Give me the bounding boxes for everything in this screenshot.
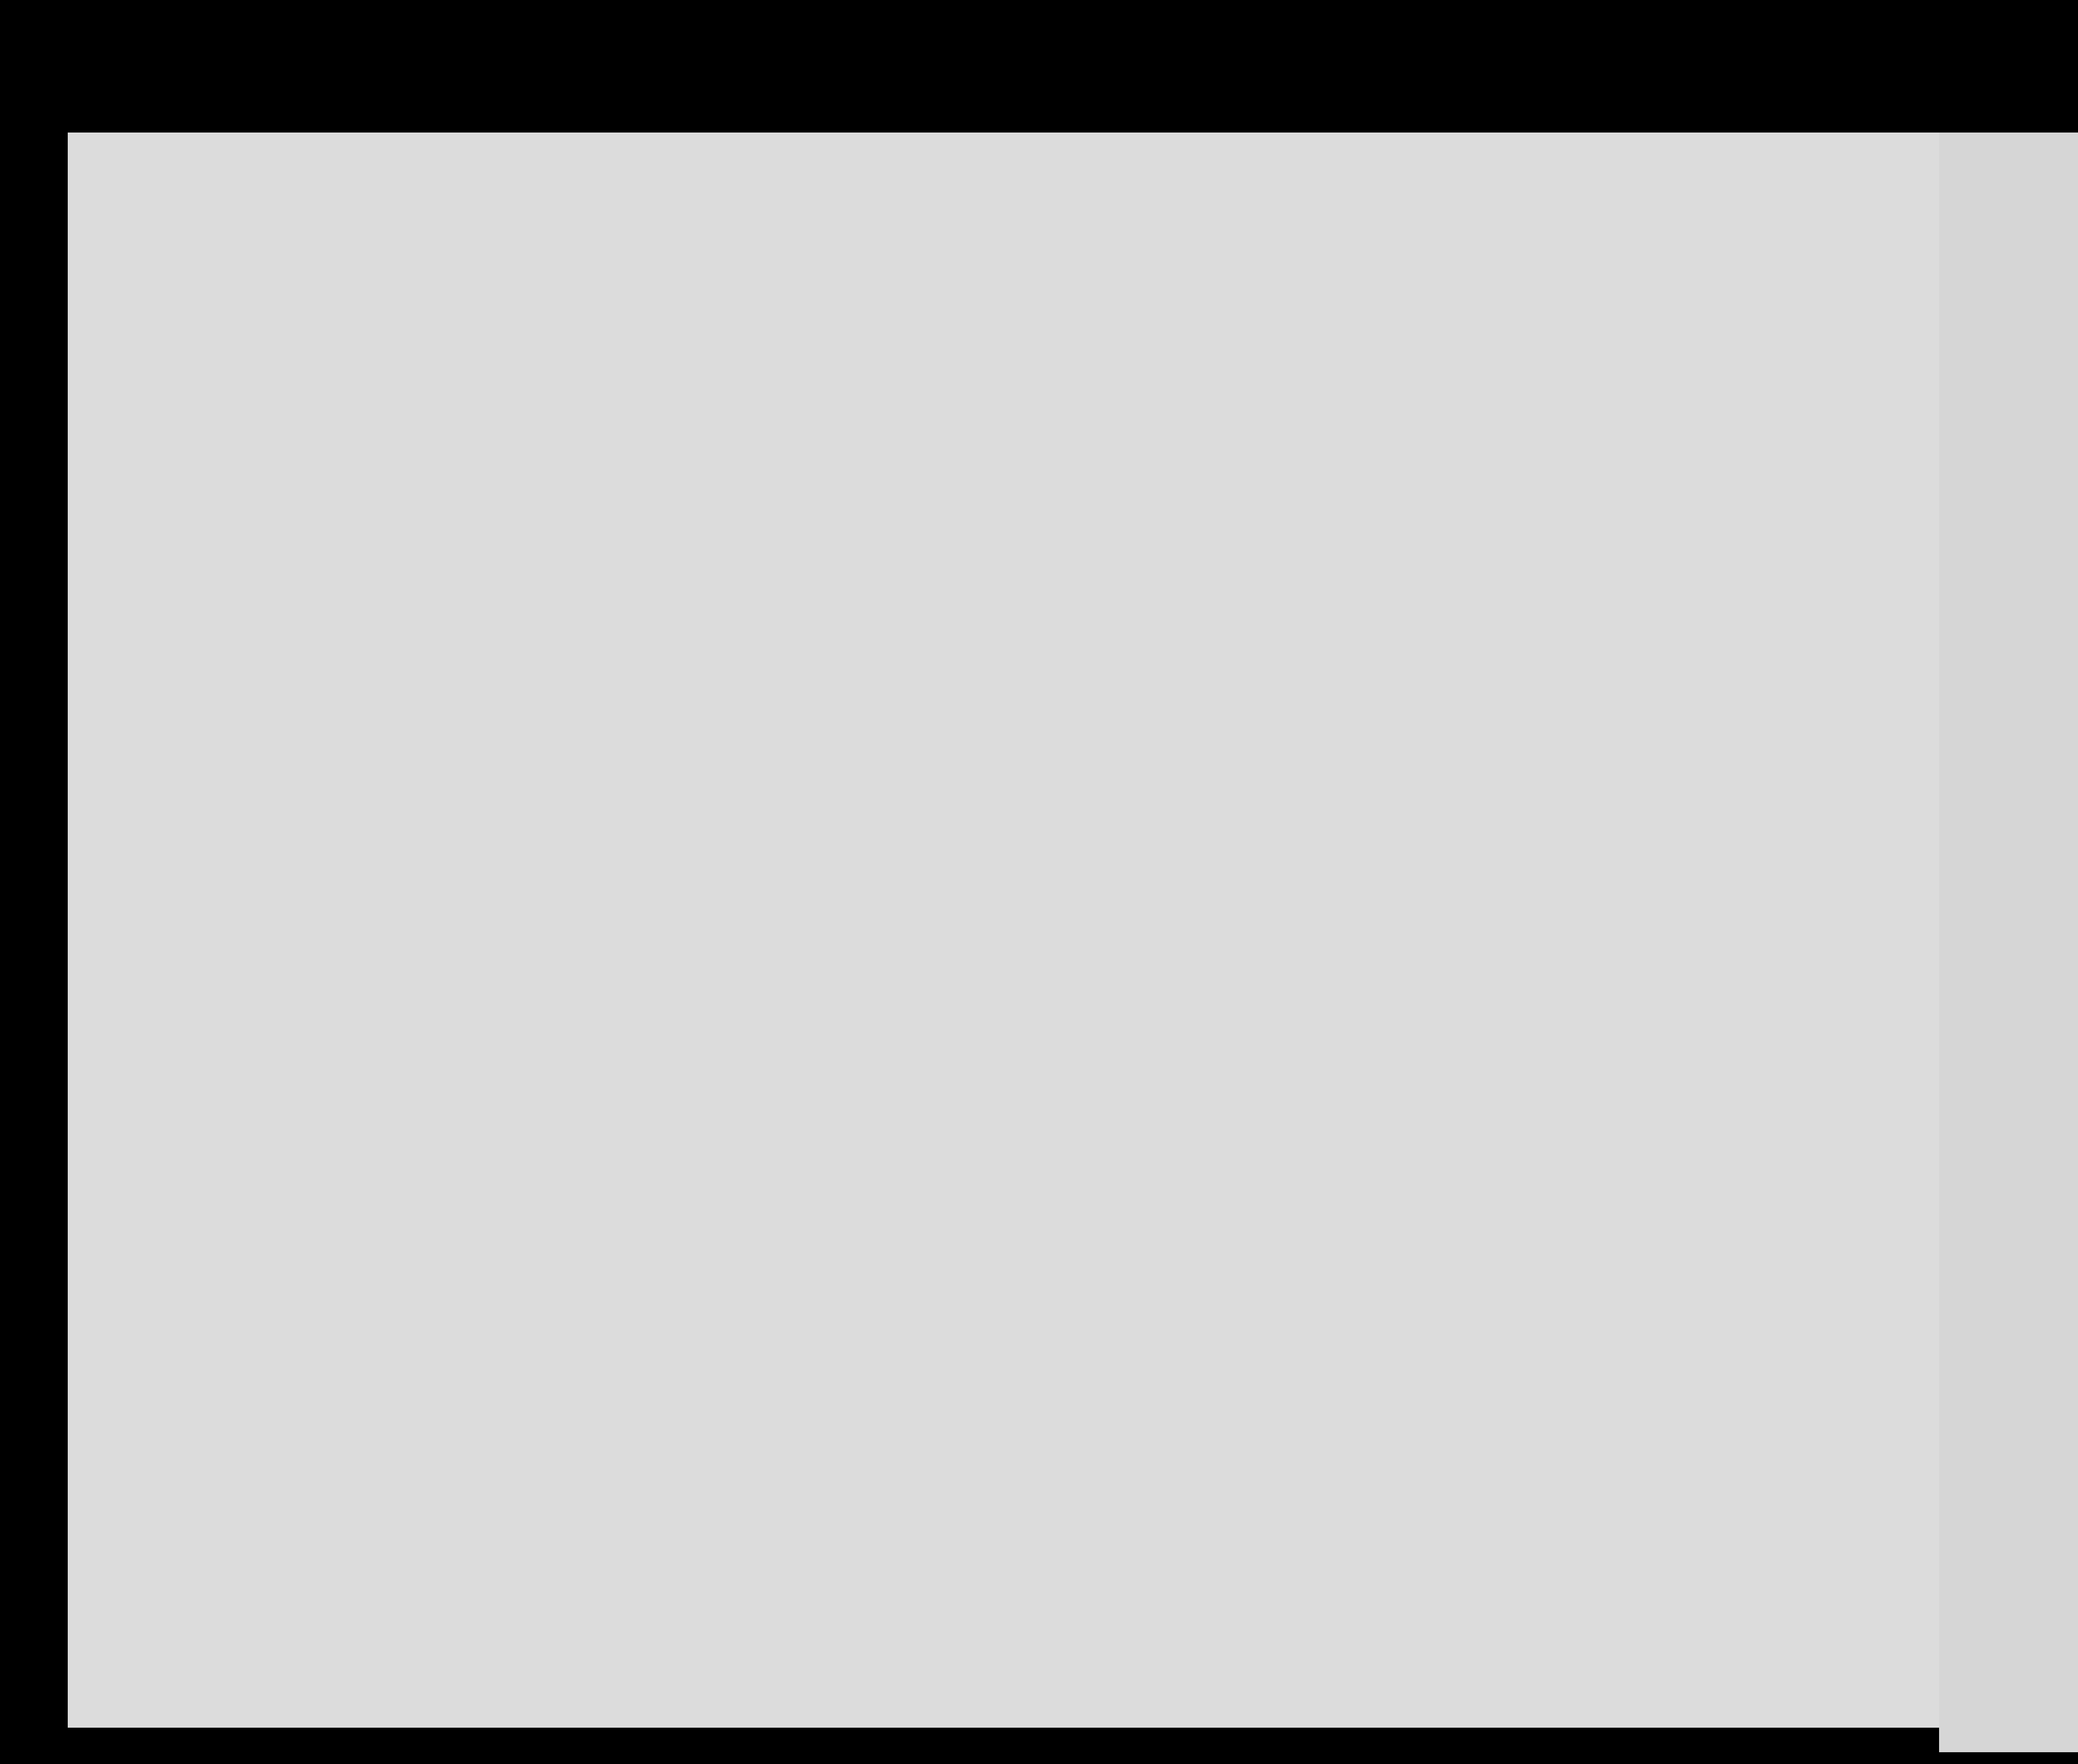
adjacent-page-strip — [1939, 133, 2078, 1752]
manifest-sheet — [68, 133, 1968, 1728]
